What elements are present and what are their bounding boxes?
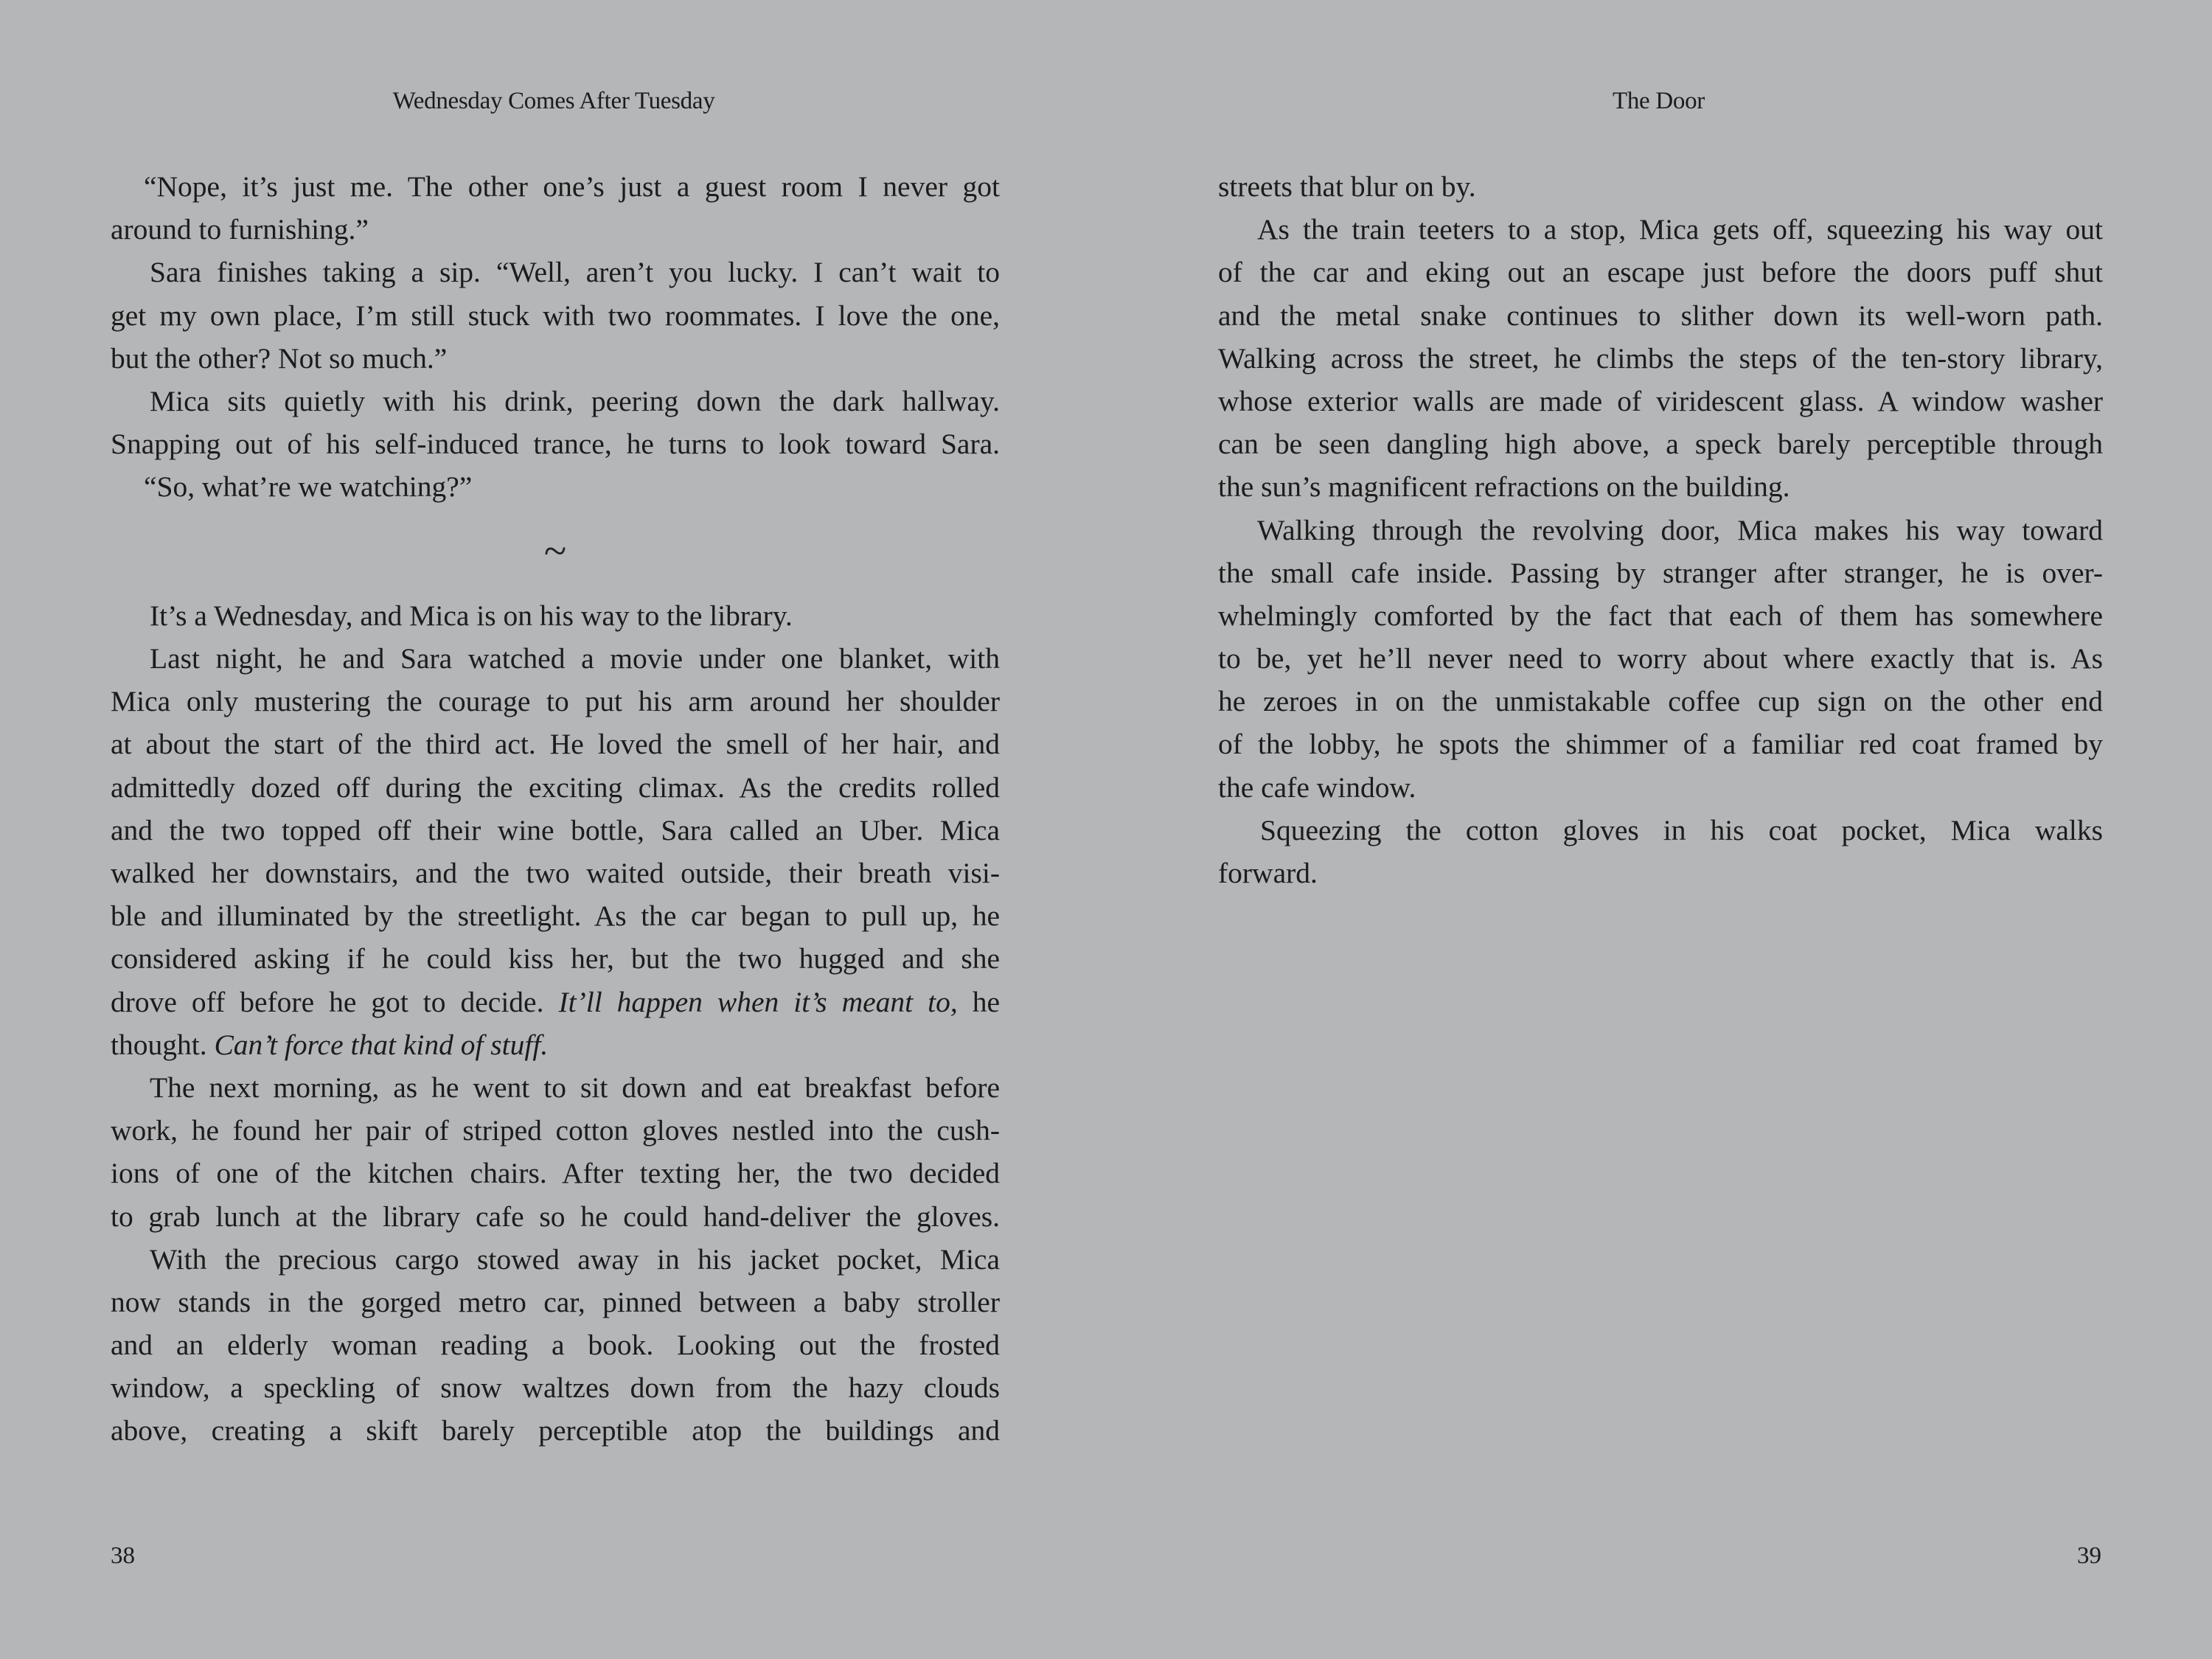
body-line: streets that blur on by. <box>1218 170 1476 203</box>
running-head-chapter-title: The Door <box>1613 88 1705 114</box>
body-line: Snapping out of his self-induced trance, he turns to look toward Sara. <box>111 428 1000 461</box>
left-page-body <box>111 165 1000 1453</box>
body-line: Mica only mustering the courage to put his arm around her shoulder <box>111 685 1000 718</box>
body-line: Last night, he and Sara watched a movie under one blanket, with <box>150 642 1000 675</box>
body-line: window, a speckling of snow waltzes down from the hazy clouds <box>111 1371 1000 1405</box>
body-line: and the two topped off their wine bottle, Sara called an Uber. Mica <box>111 813 1000 846</box>
italic-thought-run: It’ll happen when it’s meant to, <box>558 985 958 1018</box>
section-break-ornament: ~ <box>543 528 567 574</box>
body-line: can be seen dangling high above, a speck barely perceptible through <box>1218 428 2103 461</box>
body-line: around to furnishing.” <box>111 213 369 246</box>
body-line: he zeroes in on the unmistakable coffee cup sign on the other end <box>1218 685 2103 718</box>
body-line: the sun’s magnificent refractions on the building. <box>1218 470 1790 504</box>
body-line: Mica sits quietly with his drink, peering down the dark hallway. <box>150 384 1000 417</box>
running-head-book-title: Wednesday Comes After Tuesday <box>392 88 715 114</box>
body-line: ble and illuminated by the streetlight. As the car began to pull up, he <box>111 900 1000 933</box>
body-line: at about the start of the third act. He loved the smell of her hair, and <box>111 728 1000 761</box>
body-line: to be, yet he’ll never need to worry about where exactly that is. As <box>1218 642 2103 675</box>
body-line: now stands in the gorged metro car, pinned between a baby stroller <box>111 1285 1000 1318</box>
body-line: and an elderly woman reading a book. Looking out the frosted <box>111 1329 1000 1362</box>
body-line: and the metal snake continues to slither down its well-worn path. <box>1218 299 2103 332</box>
right-page <box>1106 0 2212 1659</box>
body-line: walked her downstairs, and the two waited outside, their breath visi- <box>111 857 1000 890</box>
body-text-run: drove off before he got to decide. <box>111 985 559 1018</box>
body-line: considered asking if he could kiss her, but the two hugged and she <box>111 942 1000 975</box>
body-line: ions of one of the kitchen chairs. After texting her, the two decided <box>111 1157 1000 1190</box>
body-line: forward. <box>1218 857 1318 889</box>
body-line: “Nope, it’s just me. The other one’s just a guest room I never got <box>144 170 1000 203</box>
body-line: “So, what’re we watching?” <box>144 470 473 504</box>
body-line: the cafe window. <box>1218 771 1416 804</box>
body-line: whelmingly comforted by the fact that each of them has somewhere <box>1218 599 2103 632</box>
body-line: With the precious cargo stowed away in his jacket pocket, Mica <box>150 1242 1000 1276</box>
body-line: whose exterior walls are made of viridescent glass. A window washer <box>1218 384 2103 417</box>
body-line: As the train teeters to a stop, Mica gets off, squeezing his way out <box>1257 213 2103 246</box>
body-line: Walking across the street, he climbs the steps of the ten-story library, <box>1218 341 2103 375</box>
body-line: but the other? Not so much.” <box>111 341 448 375</box>
body-line-mixed <box>111 981 1000 1023</box>
body-line: to grab lunch at the library cafe so he could hand-deliver the gloves. <box>111 1200 1000 1233</box>
body-line: Sara finishes taking a sip. “Well, aren’t you lucky. I can’t wait to <box>150 256 1000 289</box>
body-line: Walking through the revolving door, Mica makes his way toward <box>1257 513 2103 546</box>
right-page-body <box>1218 165 2103 894</box>
body-line: of the car and eking out an escape just before the doors puff shut <box>1218 256 2103 289</box>
page-number: 38 <box>111 1543 135 1569</box>
body-line: Squeezing the cotton gloves in his coat pocket, Mica walks <box>1260 813 2103 846</box>
body-line: the small cafe inside. Passing by stranger after stranger, he is over- <box>1218 556 2103 589</box>
body-line: of the lobby, he spots the shimmer of a familiar red coat framed by <box>1218 728 2103 761</box>
body-text-run: thought. <box>111 1028 215 1061</box>
body-line-mixed <box>111 1023 1000 1066</box>
body-line: above, creating a skift barely perceptible atop the buildings and <box>111 1414 1000 1447</box>
body-line: admittedly dozed off during the exciting climax. As the credits rolled <box>111 771 1000 804</box>
italic-thought-run: Can’t force that kind of stuff. <box>214 1028 549 1061</box>
body-line: The next morning, as he went to sit down and eat breakfast before <box>150 1071 1000 1104</box>
body-text-run: he <box>957 985 1000 1018</box>
page-number: 39 <box>2077 1543 2101 1569</box>
body-line: It’s a Wednesday, and Mica is on his way to the library. <box>150 599 793 632</box>
body-line: get my own place, I’m still stuck with two roommates. I love the one, <box>111 299 1000 332</box>
body-line: work, he found her pair of striped cotton gloves nestled into the cush- <box>111 1114 1000 1147</box>
